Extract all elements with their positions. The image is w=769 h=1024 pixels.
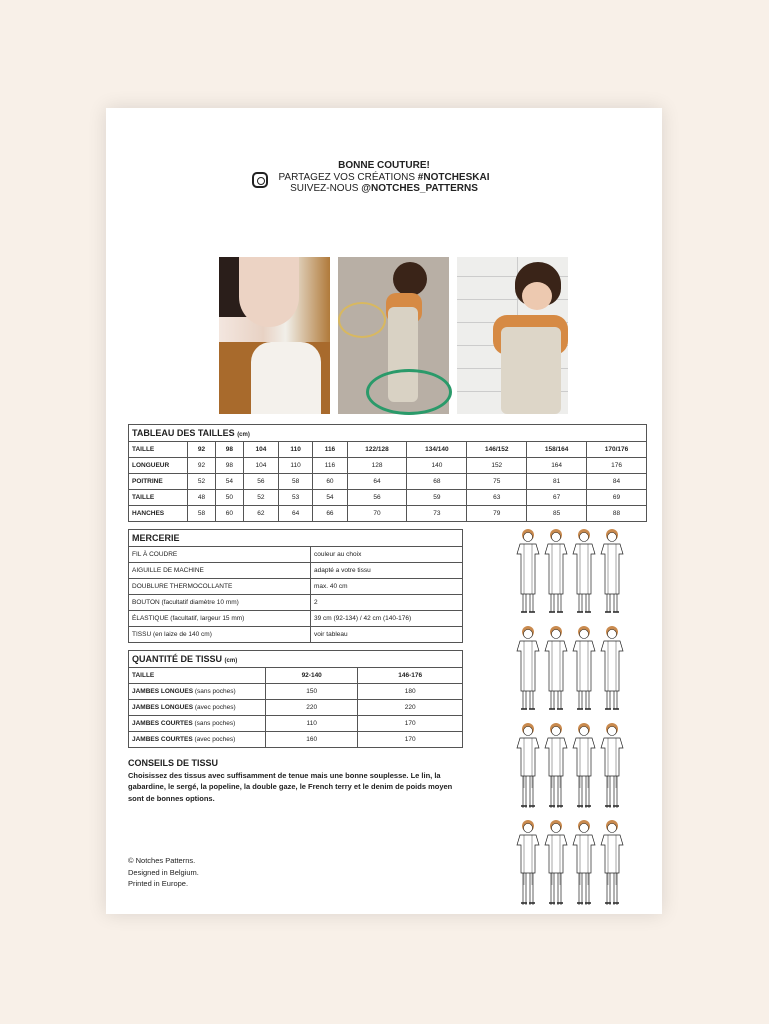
cell-text: TAILLE <box>132 446 155 453</box>
table-cell: 81 <box>527 474 587 490</box>
table-cell <box>407 442 467 458</box>
table-cell <box>129 595 311 611</box>
fabric-advice <box>128 758 463 804</box>
variant-name: JAMBES COURTES <box>132 736 193 743</box>
table-cell <box>129 547 311 563</box>
table-cell: 170 <box>358 716 463 732</box>
overall-drawing-icon <box>570 528 598 619</box>
table-cell: 64 <box>347 474 407 490</box>
technical-drawings <box>514 528 630 910</box>
table-row <box>129 458 647 474</box>
variant-name: JAMBES COURTES <box>132 720 193 727</box>
table-cell <box>278 442 312 458</box>
table-cell <box>129 700 266 716</box>
table-cell <box>527 442 587 458</box>
cell-text: 98 <box>225 446 234 453</box>
table-row <box>129 474 647 490</box>
handle: @NOTCHES_PATTERNS <box>361 183 478 194</box>
table-cell <box>129 579 311 595</box>
table-cell: 70 <box>347 506 407 522</box>
table-cell <box>129 684 266 700</box>
table-cell: 56 <box>243 474 278 490</box>
table-cell: 152 <box>467 458 527 474</box>
table-cell: 67 <box>527 490 587 506</box>
advice-text: Choisissez des tissus avec suffisamment de tenue mais une bonne souplesse. Le lin, la gabardine, le sergé, la popeline, la double gaze, le French terry et le denim de poids moyen sont de bonnes options. <box>128 770 453 803</box>
table-cell: 176 <box>587 458 647 474</box>
table-row <box>129 700 463 716</box>
table-cell: 53 <box>278 490 312 506</box>
overall-drawing-icon <box>598 722 626 813</box>
variant-note: (sans poches) <box>194 688 236 695</box>
cell-text: POITRINE <box>132 478 163 485</box>
table-cell: 75 <box>467 474 527 490</box>
table-cell: 79 <box>467 506 527 522</box>
table-cell: 60 <box>313 474 347 490</box>
table-row <box>129 563 463 579</box>
table-cell: 128 <box>347 458 407 474</box>
table-cell <box>243 442 278 458</box>
item-value: voir tableau <box>311 627 463 643</box>
table-cell: 104 <box>243 458 278 474</box>
photo-child-tiles <box>457 257 568 414</box>
overall-drawing-icon <box>598 625 626 716</box>
size-chart-table <box>128 424 647 522</box>
table-cell: 52 <box>243 490 278 506</box>
overall-drawing-icon <box>598 819 626 910</box>
copyright: © Notches Patterns. <box>128 856 196 865</box>
table-cell: 54 <box>215 474 243 490</box>
table-cell: 68 <box>407 474 467 490</box>
table-cell <box>188 442 216 458</box>
cell-text: HANCHES <box>132 510 165 517</box>
table-cell: 56 <box>347 490 407 506</box>
table-cell <box>215 442 243 458</box>
table-cell: 48 <box>188 490 216 506</box>
item-note: (facultatif, largeur 15 mm) <box>170 615 245 622</box>
overall-drawing-icon <box>570 722 598 813</box>
table-cell <box>129 490 188 506</box>
table-cell: 85 <box>527 506 587 522</box>
table-cell <box>129 506 188 522</box>
table-cell: 98 <box>215 458 243 474</box>
table-row <box>129 595 463 611</box>
table-cell: 58 <box>278 474 312 490</box>
table-cell <box>129 611 311 627</box>
mercerie-table <box>128 529 463 643</box>
table-cell: 60 <box>215 506 243 522</box>
table-cell: 58 <box>188 506 216 522</box>
item-name: AIGUILLE DE MACHINE <box>132 567 204 574</box>
overall-drawing-icon <box>542 819 570 910</box>
table-cell: 220 <box>358 700 463 716</box>
pattern-page <box>106 108 662 914</box>
table-cell <box>313 442 347 458</box>
cell-text: TAILLE <box>132 494 155 501</box>
item-value: adapté a votre tissu <box>311 563 463 579</box>
table-cell: 66 <box>313 506 347 522</box>
footer <box>128 855 199 890</box>
advice-title: CONSEILS DE TISSU <box>128 758 219 768</box>
fabric-title: QUANTITÉ DE TISSU (cm) <box>129 651 463 668</box>
item-name: ÉLASTIQUE <box>132 615 169 622</box>
variant-note: (sans poches) <box>194 720 236 727</box>
table-cell: 220 <box>266 700 358 716</box>
overall-drawing-icon <box>542 722 570 813</box>
designed-in: Designed in Belgium. <box>128 867 199 877</box>
fabric-quantity-table <box>128 650 463 748</box>
cell-text: 122/128 <box>365 446 389 453</box>
table-cell: 52 <box>188 474 216 490</box>
item-value: couleur au choix <box>311 547 463 563</box>
table-row <box>129 506 647 522</box>
item-value: 39 cm (92-134) / 42 cm (140-176) <box>311 611 463 627</box>
table-row: TAILLE 92-140 146-176 <box>129 668 463 684</box>
item-name: FIL À COUDRE <box>132 551 178 558</box>
table-cell: 140 <box>407 458 467 474</box>
table-cell: 170 <box>358 732 463 748</box>
overall-drawing-icon <box>542 528 570 619</box>
table-row <box>129 684 463 700</box>
table-row <box>129 627 463 643</box>
table-cell: 110 <box>266 716 358 732</box>
printed-in: Printed in Europe. <box>128 879 189 888</box>
cell-text: 92 <box>197 446 206 453</box>
table-cell: 116 <box>313 458 347 474</box>
overall-drawing-icon <box>514 528 542 619</box>
table-cell: 150 <box>266 684 358 700</box>
photo-child-hoop <box>338 257 449 414</box>
table-cell <box>129 474 188 490</box>
item-name: TISSU <box>132 631 152 638</box>
cell-text: 116 <box>324 446 336 453</box>
cell-text: 134/140 <box>425 446 449 453</box>
item-value: 2 <box>311 595 463 611</box>
table-cell: 88 <box>587 506 647 522</box>
table-cell: 62 <box>243 506 278 522</box>
header <box>106 160 662 195</box>
overall-drawing-icon <box>598 528 626 619</box>
table-cell <box>129 716 266 732</box>
table-cell <box>129 732 266 748</box>
overall-drawing-icon <box>514 722 542 813</box>
variant-name: JAMBES LONGUES <box>132 688 194 695</box>
table-row <box>129 490 647 506</box>
size-chart-title: TABLEAU DES TAILLES (cm) <box>129 425 647 442</box>
table-row <box>129 579 463 595</box>
table-cell <box>129 563 311 579</box>
variant-name: JAMBES LONGUES <box>132 704 194 711</box>
table-row <box>129 716 463 732</box>
table-row <box>129 732 463 748</box>
table-cell: 64 <box>278 506 312 522</box>
cell-text: 146/152 <box>485 446 509 453</box>
table-cell: 73 <box>407 506 467 522</box>
table-cell: 180 <box>358 684 463 700</box>
photo-child-closeup <box>219 257 330 414</box>
table-cell: 63 <box>467 490 527 506</box>
table-cell: 110 <box>278 458 312 474</box>
table-cell <box>129 458 188 474</box>
table-cell: 50 <box>215 490 243 506</box>
table-row <box>129 611 463 627</box>
table-cell <box>129 627 311 643</box>
follow-text: SUIVEZ-NOUS <box>290 183 362 194</box>
cell-text: 170/176 <box>604 446 629 453</box>
hashtag: #NOTCHESKAI <box>417 171 490 183</box>
overall-drawing-icon <box>570 625 598 716</box>
header-title: BONNE COUTURE! <box>338 160 430 171</box>
overall-drawing-icon <box>514 625 542 716</box>
table-cell: 92 <box>188 458 216 474</box>
share-text: PARTAGEZ VOS CRÉATIONS <box>278 171 418 183</box>
table-cell: 59 <box>407 490 467 506</box>
table-cell: 160 <box>266 732 358 748</box>
table-cell <box>129 442 188 458</box>
variant-note: (avec poches) <box>194 736 236 743</box>
table-row <box>129 442 647 458</box>
table-cell <box>467 442 527 458</box>
table-cell: 164 <box>527 458 587 474</box>
cell-text: 158/164 <box>544 446 569 453</box>
overall-drawing-icon <box>514 819 542 910</box>
item-name: BOUTON <box>132 599 160 606</box>
cell-text: 110 <box>290 446 301 453</box>
overall-drawing-icon <box>542 625 570 716</box>
cell-text: 104 <box>255 446 267 453</box>
item-name: DOUBLURE THERMOCOLLANTE <box>132 583 233 590</box>
item-note: (facultatif diamètre 10 mm) <box>161 599 239 606</box>
table-cell <box>347 442 407 458</box>
overall-drawing-icon <box>570 819 598 910</box>
table-cell: 84 <box>587 474 647 490</box>
table-cell: 69 <box>587 490 647 506</box>
cell-text: LONGUEUR <box>132 462 170 469</box>
table-row <box>129 547 463 563</box>
variant-note: (avec poches) <box>194 704 236 711</box>
item-value: max. 40 cm <box>311 579 463 595</box>
table-cell: 54 <box>313 490 347 506</box>
mercerie-title: MERCERIE <box>129 530 463 547</box>
item-note: (en laize de 140 cm) <box>152 631 212 638</box>
table-cell <box>587 442 647 458</box>
